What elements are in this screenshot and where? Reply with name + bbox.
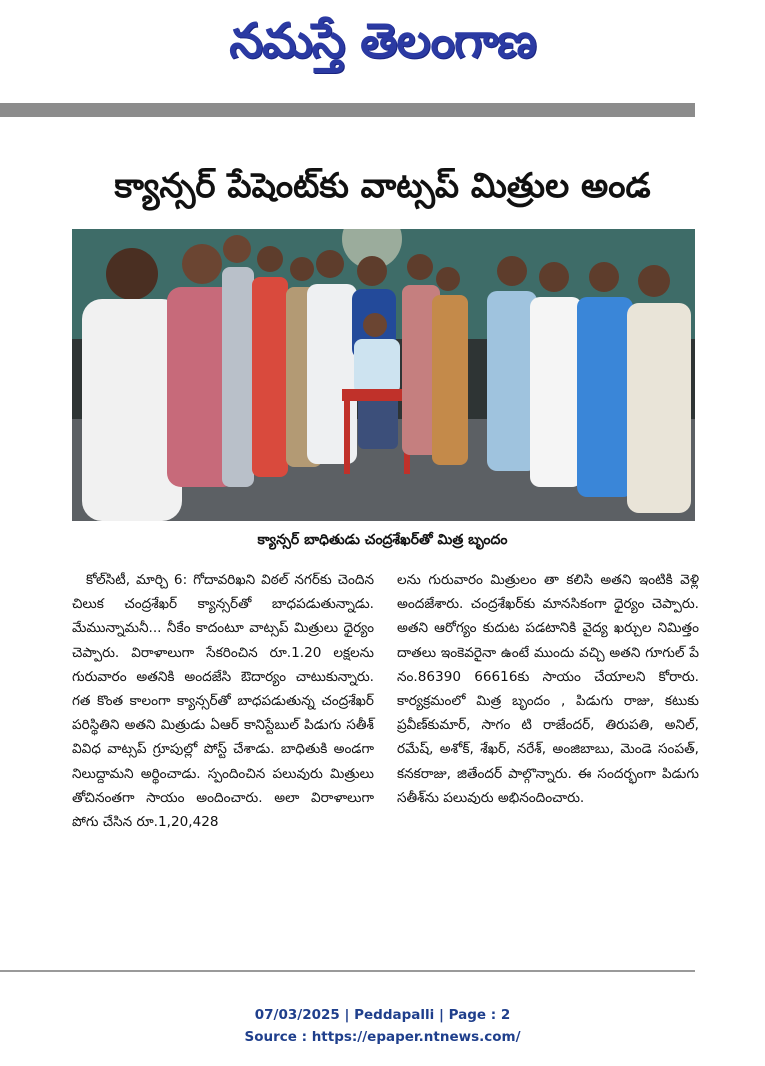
article-body-right-column: లను గురువారం మిత్రులం తా కలిసి అతని ఇంటికి వెళ్లి అందజేశారు. చంద్రశేఖర్‌కు మానసికంగా ధైర్యం చెప్పారు. అతని ఆరోగ్యం కుదుట పడటానికి వైద్య ఖర్చుల నిమిత్తం దాతలు ఇంకెవరైనా ఉంటే ముందు వచ్చి అతని గూగుల్ పే నం.86390 66616కు సాయం చేయాలని కోరారు. కార్యక్రమంలో మిత్ర బృందం , పిడుగు రాజు, కటుకు ప్రవీణ్‌కుమార్, సాగం టి రాజేందర్, తిరుపతి, అనిల్, రమేష్, అశోక్, శేఖర్, నరేశ్, అంజిబాబు, మెండె సంపత్, కనకరాజు, జితేందర్ పాల్గొన్నారు. ఈ సందర్భంగా పిడుగు సతీశ్‌ను పలువురు అభినందించారు. [397,572,699,806]
article-headline: క్యాన్సర్ పేషెంట్‌కు వాట్సప్ మిత్రుల అండ [114,166,651,206]
source-link[interactable]: Source : https://epaper.ntnews.com/ [244,1029,521,1045]
edition-info: 07/03/2025 | Peddapalli | Page : 2 [254,1007,511,1023]
footer-divider [0,970,695,972]
masthead-divider [0,103,695,117]
group-photo [72,229,695,521]
group-photo-illustration [72,229,695,521]
photo-caption: క్యాన్సర్ బాధితుడు చంద్రశేఖర్‌తో మిత్ర బృందం [257,532,508,548]
article-body-left-column: కోల్‌సిటీ, మార్చి 6: గోదావరిఖని విఠల్ నగర్‌కు చెందిన చిలుక చంద్రశేఖర్ క్యాన్సర్‌తో బాధపడుతున్నాడు. మేమున్నామనీ... నీకేం కాదంటూ వాట్సప్ మిత్రులు ధైర్యం చెప్పారు. విరాళాలుగా సేకరించిన రూ.1.20 లక్షలను గురువారం అతనికి అందజేసి ఔదార్యం చాటుకున్నారు. గత కొంత కాలంగా క్యాన్సర్‌తో బాధపడుతున్న చంద్రశేఖర్ పరిస్థితిని అతని మిత్రుడు ఏఆర్ కానిస్టేబుల్ పిడుగు సతీశ్ వివిధ వాట్సప్ గ్రూపుల్లో పోస్ట్ చేశాడు. బాధితుకి అండగా నిలుద్దామని అర్థించాడు. స్పందించిన పలువురు మిత్రులు తోచినంతగా సాయం అందించారు. అలా విరాళాలుగా పోగు చేసిన రూ.1,20,428 [72,572,374,831]
page-footer [0,1004,765,1048]
newspaper-masthead: నమస్తే తెలంగాణ [229,13,536,69]
